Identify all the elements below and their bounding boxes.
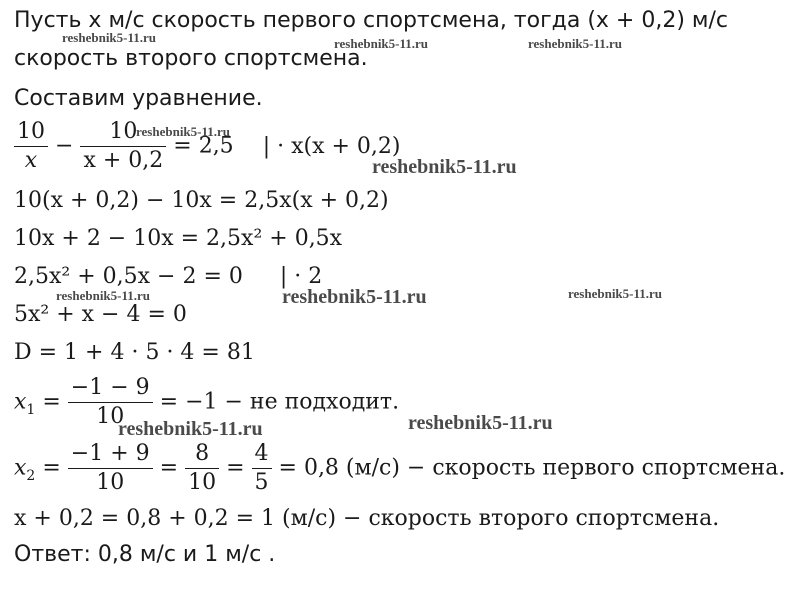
minus-sign: −: [55, 133, 74, 159]
root-2-fraction: [68, 440, 153, 497]
fraction-1-denominator: x: [24, 148, 38, 173]
discriminant-line: D = 1 + 4 · 5 · 4 = 81: [14, 340, 255, 365]
watermark: reshebnik5-11.ru: [334, 36, 429, 51]
root-1-denominator: 10: [96, 404, 125, 429]
root-2-result: = 0,8 (м/с) − скорость первого спортсмена.: [278, 455, 785, 481]
root-2-fraction-2-denominator: 10: [188, 470, 217, 495]
equation-1-rhs: = 2,5: [173, 133, 234, 159]
compose-equation-line: Составим уравнение.: [14, 86, 263, 111]
watermark: reshebnik5-11.ru: [56, 288, 151, 303]
root-1-result: = −1 − не подходит.: [159, 389, 400, 415]
watermark: reshebnik5-11.ru: [568, 286, 663, 301]
root-2-fraction-3: [252, 440, 272, 497]
equation-4-multiplier: | · 2: [279, 264, 323, 289]
watermark: reshebnik5-11.ru: [62, 30, 157, 45]
intro-line-2: скорость второго спортсмена.: [14, 46, 368, 71]
root-1-equals: =: [42, 389, 61, 415]
root-1-var: x: [14, 389, 27, 415]
equation-3: 10x + 2 − 10x = 2,5x² + 0,5x: [14, 226, 343, 251]
watermark: reshebnik5-11.ru: [136, 124, 231, 139]
fraction-1: [14, 118, 48, 175]
root-2-fraction-2-numerator: 8: [185, 440, 219, 469]
watermark: reshebnik5-11.ru: [282, 286, 427, 308]
equation-5: 5x² + x − 4 = 0: [14, 302, 187, 327]
equation-4: [14, 264, 322, 290]
watermark: reshebnik5-11.ru: [372, 156, 517, 178]
second-speed-line: x + 0,2 = 0,8 + 0,2 = 1 (м/с) − скорость второго спортсмена.: [14, 506, 720, 531]
intro-line-1: Пусть x м/с скорость первого спортсмена, тогда (x + 0,2) м/с: [14, 8, 729, 33]
answer-line: Ответ: 0,8 м/с и 1 м/с .: [14, 542, 276, 567]
root-2-equals: =: [42, 455, 61, 481]
root-2-numerator: −1 + 9: [68, 440, 153, 469]
watermark: reshebnik5-11.ru: [528, 36, 623, 51]
root-2-fraction-3-denominator: 5: [254, 470, 269, 495]
root-2-equals-2: =: [159, 455, 179, 481]
root-1-numerator: −1 − 9: [68, 374, 153, 403]
fraction-1-numerator: 10: [14, 118, 48, 147]
equation-4-main: 2,5x² + 0,5x − 2 = 0: [14, 264, 243, 289]
watermark: reshebnik5-11.ru: [118, 418, 263, 440]
root-2-denominator: 10: [96, 470, 125, 495]
root-2-var: x: [14, 455, 27, 481]
root-1-subscript: 1: [26, 401, 36, 418]
equation-1-multiplier: | · x(x + 0,2): [262, 133, 401, 159]
root-2-fraction-3-numerator: 4: [252, 440, 272, 469]
root-2-fraction-2: [185, 440, 219, 497]
root-2-subscript: 2: [26, 467, 36, 484]
equation-2: 10(x + 0,2) − 10x = 2,5x(x + 0,2): [14, 188, 389, 213]
watermark: reshebnik5-11.ru: [408, 412, 553, 434]
root-2-line: [14, 440, 785, 497]
fraction-2-denominator: x + 0,2: [83, 148, 164, 173]
fraction-2-numerator: 10: [80, 118, 166, 147]
root-2-equals-3: =: [226, 455, 245, 481]
